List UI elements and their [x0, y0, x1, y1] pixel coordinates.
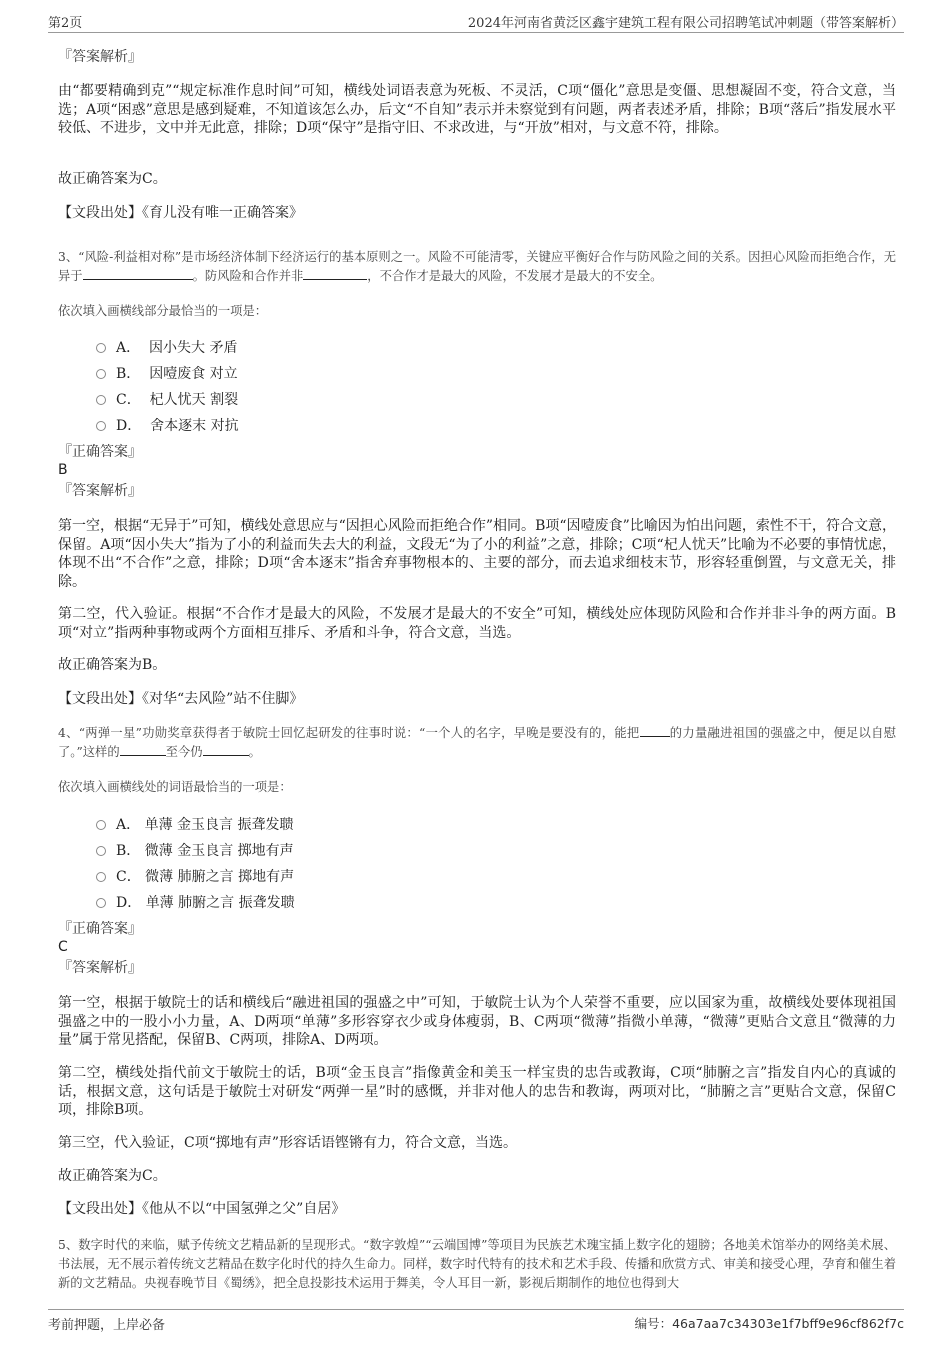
q5-stem: 5、数字时代的来临，赋予传统文艺精品新的呈现形式。“数字敦煌”“云端国博”等项目为民族艺术瑰宝插上数字化的翅膀；各地美术馆举办的网络美术展、书法展，无不展示着传统文艺精品在数字化时代的持久生命力。同样，数字时代特有的技术和艺术手段、传播和欣赏方式、审美和接受心理，孕育和催生着新的文艺精品。央视春晚节目《蜀绣》，把全息投影技术运用于舞美，令人耳目一新，影视后期制作的地位也得到大 — [58, 1238, 896, 1290]
q4-analysis-2: 第二空，横线处指代前文于敏院士的话，B项“金玉良言”指像黄金和美玉一样宝贵的忠告或教诲，C项“肺腑之言”指发自内心的真诚的话，根据文意，这句话是于敏院士对研发“两弹一星”时的感慨，并非对他人的忠告和教诲，两项对比，“肺腑之言”更贴合文意，保留C项，排除B项。 — [58, 1065, 896, 1118]
radio-icon[interactable] — [96, 898, 106, 908]
q3-stem: 3、“风险-利益相对称”是市场经济体制下经济运行的基本原则之一。风险不可能清零，关键应平衡好合作与防风险之间的关系。因担心风险而拒绝合作，无异于 。防风险和合作并非 ，不合作才是最大的风险，不发展才是最大的不安全。 — [58, 250, 896, 283]
document-code: 编号：46a7aa7c34303e1f7bff9e96cf862f7c — [634, 1316, 904, 1331]
q4-answer: C — [58, 939, 68, 955]
radio-icon[interactable] — [96, 343, 106, 353]
q3-option-b[interactable]: B． 因噎废食 对立 — [96, 363, 238, 383]
q2-analysis-tag: 『答案解析』 — [58, 49, 142, 65]
q2-source: 【文段出处】《育儿没有唯一正确答案》 — [58, 205, 303, 221]
q4-option-c[interactable]: C． 微薄 肺腑之言 掷地有声 — [96, 866, 294, 886]
q4-blank-2 — [120, 744, 166, 756]
radio-icon[interactable] — [96, 369, 106, 379]
q4-answer-tag: 『正确答案』 — [58, 921, 142, 937]
q4-option-d[interactable]: D． 单薄 肺腑之言 振聋发聩 — [96, 892, 295, 912]
q4-blank-3 — [203, 744, 249, 756]
q3-analysis-tag: 『答案解析』 — [58, 483, 142, 499]
q2-analysis-text: 由“都要精确到克”“规定标准作息时间”可知，横线处词语表意为死板、不灵活，C项“僵化”意思是变僵、思想凝固不变，符合文意，当选；A项“困惑”意思是感到疑难，不知道该怎么办，后文“不自知”表示并未察觉到有问题，两者表述矛盾，排除；B项“落后”指发展水平较低、不进步，文中并无此意，排除；D项“保守”是指守旧、不求改进，与“开放”相对，与文意不符，排除。 — [58, 83, 896, 136]
q3-answer: B — [58, 462, 68, 478]
radio-icon[interactable] — [96, 395, 106, 405]
q3-option-d[interactable]: D． 舍本逐末 对抗 — [96, 415, 239, 435]
radio-icon[interactable] — [96, 820, 106, 830]
q4-option-b[interactable]: B． 微薄 金玉良言 掷地有声 — [96, 840, 294, 860]
q3-answer-tag: 『正确答案』 — [58, 444, 142, 460]
header-divider — [48, 32, 904, 33]
q3-conclusion: 故正确答案为B。 — [58, 657, 167, 673]
q4-source: 【文段出处】《他从不以“中国氢弹之父”自居》 — [58, 1201, 346, 1217]
radio-icon[interactable] — [96, 421, 106, 431]
q3-option-a[interactable]: A． 因小失大 矛盾 — [96, 337, 237, 357]
q4-conclusion: 故正确答案为C。 — [58, 1168, 167, 1184]
q4-stem: 4、“两弹一星”功勋奖章获得者于敏院士回忆起研发的往事时说：“一个人的名字，早晚是要没有的，能把 的力量融进祖国的强盛之中，便足以自慰了。”这样的 至今仍 。 — [58, 726, 896, 759]
q3-blank-1 — [83, 268, 193, 280]
q3-analysis-2: 第二空，代入验证。根据“不合作才是最大的风险，不发展才是最大的不安全”可知，横线处应体现防风险和合作并非斗争的两方面。B项“对立”指两种事物或两个方面相互排斥、矛盾和斗争，符合文意，当选。 — [58, 606, 896, 641]
q2-conclusion: 故正确答案为C。 — [58, 171, 167, 187]
q4-prompt: 依次填入画横线处的词语最恰当的一项是： — [58, 780, 292, 794]
q4-blank-1 — [640, 725, 670, 737]
q3-source: 【文段出处】《对华“去风险”站不住脚》 — [58, 691, 304, 707]
page-number: 第2页 — [48, 16, 83, 31]
q4-option-a[interactable]: A． 单薄 金玉良言 振聋发聩 — [96, 814, 293, 834]
q3-analysis-1: 第一空，根据“无异于”可知，横线处意思应与“因担心风险而拒绝合作”相同。B项“因噎废食”比喻因为怕出问题，索性不干，符合文意，保留。A项“因小失大”指为了小的利益而失去大的利益，文段无“为了小的利益”之意，排除；C项“杞人忧天”比喻为不必要的事情忧虑，体现不出“不合作”之意，排除；D项“舍本逐末”指舍弃事物根本的、主要的部分，而去追求细枝末节，形容轻重倒置，与文意无关，排除。 — [58, 518, 896, 590]
footer-note: 考前押题，上岸必备 — [48, 1318, 166, 1333]
q3-option-c[interactable]: C． 杞人忧天 割裂 — [96, 389, 238, 409]
radio-icon[interactable] — [96, 846, 106, 856]
document-title: 2024年河南省黄泛区鑫宇建筑工程有限公司招聘笔试冲刺题（带答案解析） — [467, 16, 904, 31]
footer-divider — [48, 1309, 904, 1310]
q3-prompt: 依次填入画横线部分最恰当的一项是： — [58, 304, 268, 318]
q4-analysis-tag: 『答案解析』 — [58, 960, 142, 976]
q4-analysis-1: 第一空，根据于敏院士的话和横线后“融进祖国的强盛之中”可知，于敏院士认为个人荣誉不重要，应以国家为重，故横线处要体现祖国强盛之中的一股小小力量，A、D两项“单薄”多形容穿衣少或身体瘦弱，B、C两项“微薄”指微小单薄，“微薄”更贴合文意且“微薄的力量”属于常见搭配，保留B、C两项，排除A、D两项。 — [58, 995, 896, 1048]
q4-analysis-3: 第三空，代入验证，C项“掷地有声”形容话语铿锵有力，符合文意，当选。 — [58, 1135, 518, 1151]
page-header — [48, 12, 904, 32]
q3-blank-2 — [303, 268, 367, 280]
radio-icon[interactable] — [96, 872, 106, 882]
page-footer — [48, 1314, 904, 1334]
